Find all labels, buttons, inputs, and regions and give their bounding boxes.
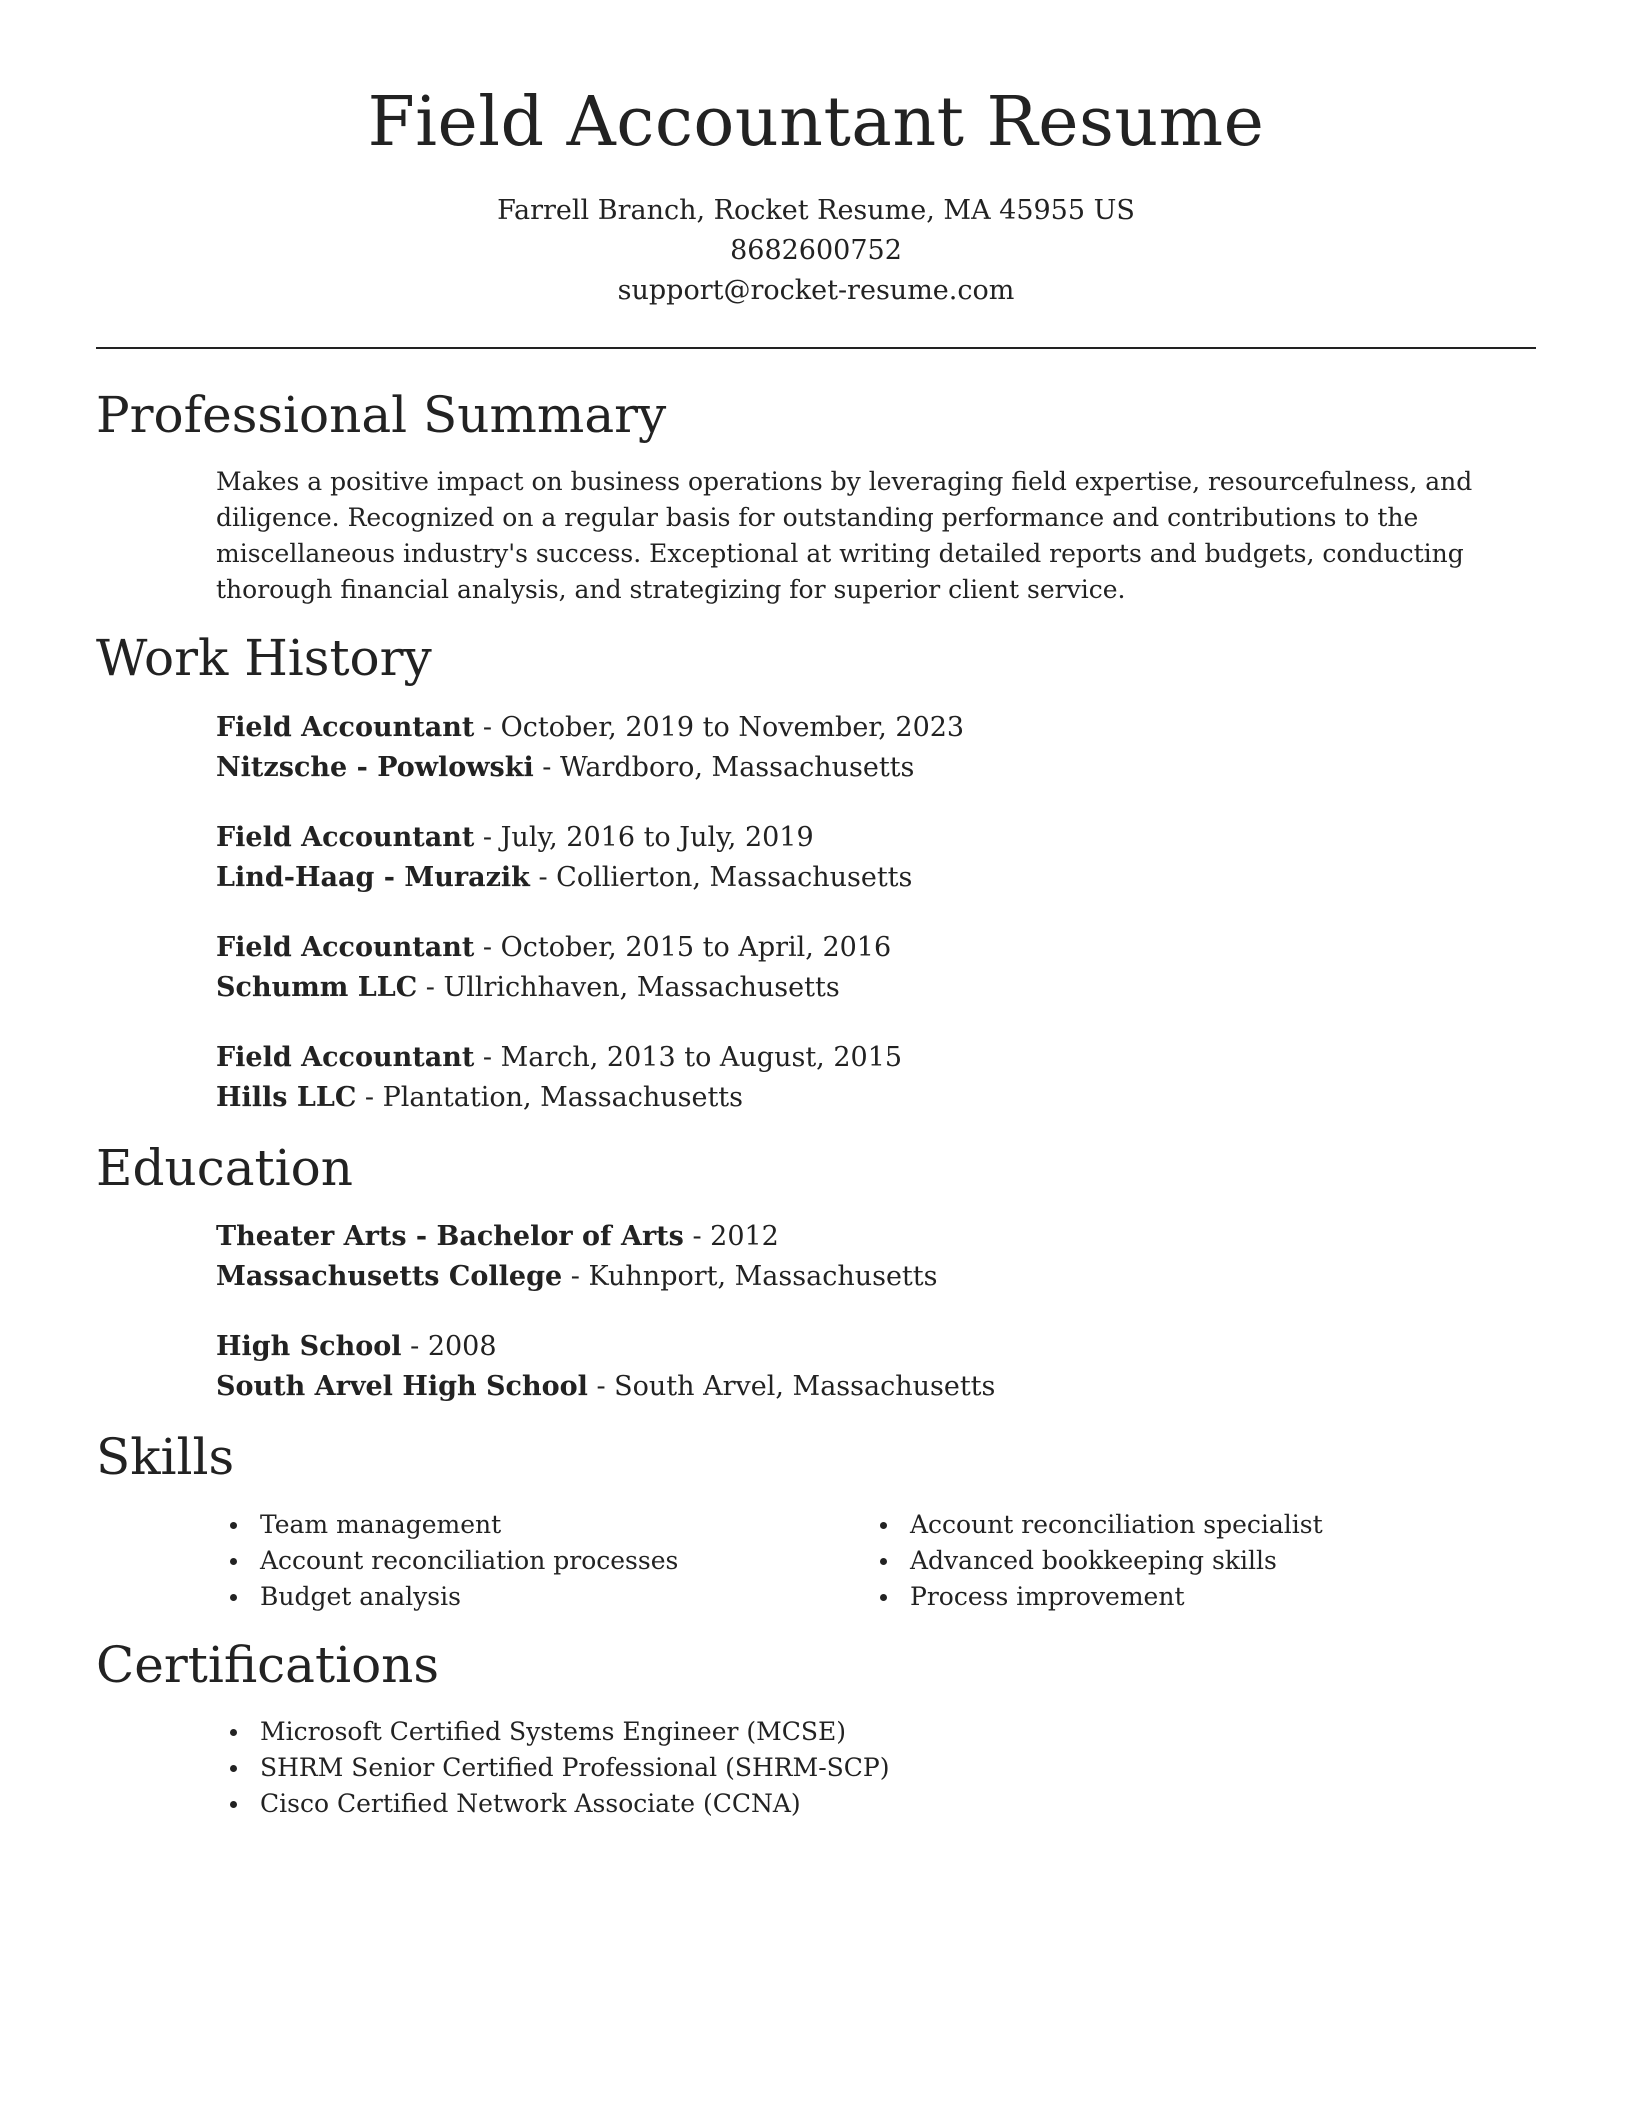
bullet-icon	[880, 1594, 887, 1601]
skill-item: Budget analysis	[216, 1579, 866, 1615]
bullet-icon	[880, 1522, 887, 1529]
bullet-icon	[230, 1558, 237, 1565]
bullet-icon	[230, 1765, 237, 1772]
education-heading: Education	[96, 1138, 353, 1197]
certification-item: Microsoft Certified Systems Engineer (MCSE)	[216, 1714, 1536, 1750]
resume-header	[96, 0, 1536, 311]
bullet-icon	[230, 1729, 237, 1736]
header-divider	[96, 347, 1536, 349]
employer-location: - Wardboro, Massachusetts	[533, 751, 915, 783]
certification-item: SHRM Senior Certified Professional (SHRM-SCP)	[216, 1750, 1536, 1786]
certifications-section	[96, 1637, 1536, 1823]
skills-section	[96, 1429, 1536, 1615]
job-title: Field Accountant	[216, 1041, 475, 1073]
bullet-icon	[230, 1801, 237, 1808]
degree-name: Theater Arts - Bachelor of Arts	[216, 1221, 684, 1253]
certifications-list	[216, 1714, 1536, 1822]
job-title: Field Accountant	[216, 821, 475, 853]
school-name: Massachusetts College	[216, 1261, 563, 1293]
skills-list	[216, 1507, 1536, 1615]
employer-location: - Collierton, Massachusetts	[529, 861, 913, 893]
work-entry	[216, 928, 1536, 1008]
education-section	[96, 1140, 1536, 1408]
skill-item: Advanced bookkeeping skills	[866, 1543, 1536, 1579]
skills-column-left	[216, 1507, 866, 1615]
job-dates: - October, 2019 to November, 2023	[474, 711, 965, 743]
resume-title: Field Accountant Resume	[367, 83, 1265, 162]
work-history-heading: Work History	[96, 629, 432, 688]
employer-name: Schumm LLC	[216, 971, 418, 1003]
summary-heading: Professional Summary	[96, 385, 667, 444]
employer-name: Lind-Haag - Murazik	[216, 861, 530, 893]
job-dates: - March, 2013 to August, 2015	[474, 1041, 903, 1073]
bullet-icon	[230, 1594, 237, 1601]
contact-phone: 8682600752	[730, 234, 902, 266]
graduation-year: - 2012	[683, 1221, 779, 1253]
degree-name: High School	[216, 1331, 402, 1363]
skills-column-right	[866, 1507, 1536, 1615]
employer-location: - Plantation, Massachusetts	[356, 1081, 744, 1113]
graduation-year: - 2008	[401, 1331, 497, 1363]
certification-item: Cisco Certified Network Associate (CCNA)	[216, 1786, 1536, 1822]
school-location: - South Arvel, Massachusetts	[587, 1371, 996, 1403]
job-dates: - July, 2016 to July, 2019	[474, 821, 814, 853]
job-dates: - October, 2015 to April, 2016	[474, 931, 892, 963]
employer-name: Hills LLC	[216, 1081, 357, 1113]
skill-item: Process improvement	[866, 1579, 1536, 1615]
skill-item: Team management	[216, 1507, 866, 1543]
work-entry	[216, 1038, 1536, 1118]
bullet-icon	[880, 1558, 887, 1565]
employer-name: Nitzsche - Powlowski	[216, 751, 534, 783]
work-history-section	[96, 630, 1536, 1118]
skill-item: Account reconciliation specialist	[866, 1507, 1536, 1543]
summary-text: Makes a positive impact on business operations by leveraging field expertise, resourcefulness, and diligence. Recognized on a regular basis for outstanding performance and contributions to the miscellaneous industry's success. Exceptional at writing detailed reports and budgets, conducting thorough financial analysis, and strategizing for superior client service.	[216, 467, 1473, 605]
job-title: Field Accountant	[216, 711, 475, 743]
work-entry	[216, 818, 1536, 898]
contact-address: Farrell Branch, Rocket Resume, MA 45955 US	[497, 194, 1135, 226]
work-entry	[216, 708, 1536, 788]
employer-location: - Ullrichhaven, Massachusetts	[417, 971, 840, 1003]
contact-email: support@rocket-resume.com	[617, 274, 1015, 306]
school-name: South Arvel High School	[216, 1371, 588, 1403]
education-entry	[216, 1217, 1536, 1297]
skill-item: Account reconciliation processes	[216, 1543, 866, 1579]
job-title: Field Accountant	[216, 931, 475, 963]
certifications-heading: Certifications	[96, 1635, 440, 1694]
education-entry	[216, 1327, 1536, 1407]
skills-heading: Skills	[96, 1428, 235, 1487]
school-location: - Kuhnport, Massachusetts	[562, 1261, 938, 1293]
summary-section	[96, 387, 1536, 609]
bullet-icon	[230, 1522, 237, 1529]
